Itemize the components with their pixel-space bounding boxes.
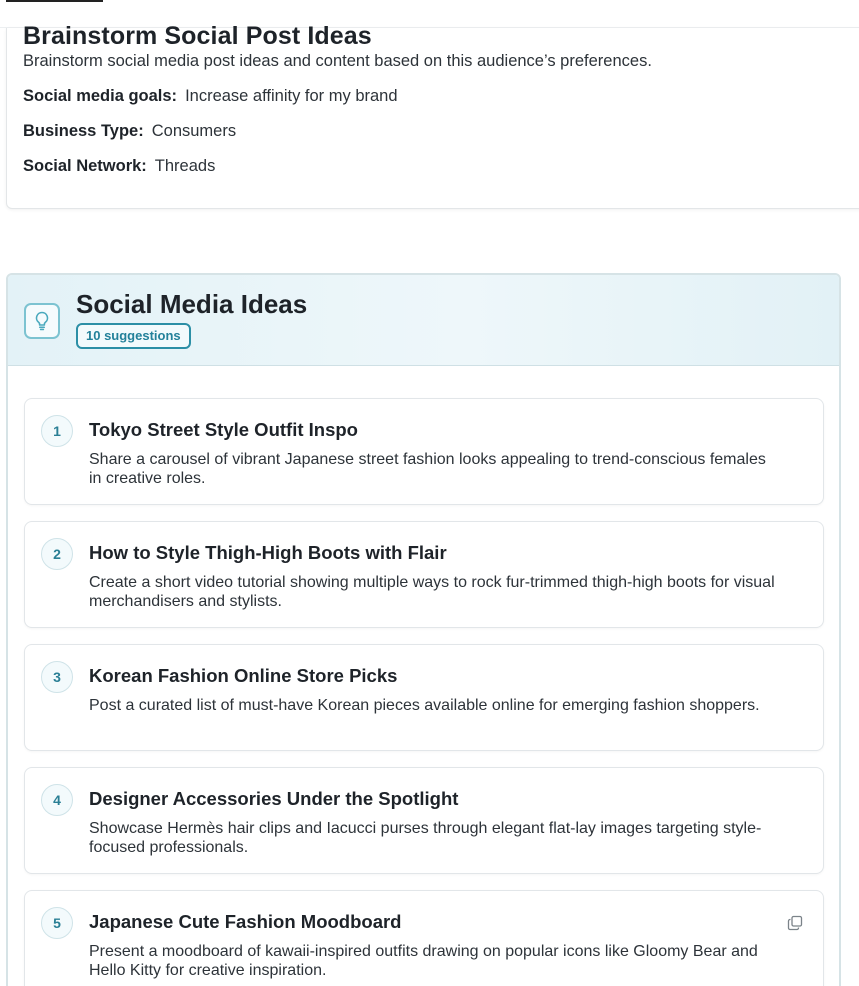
prompt-card	[6, 22, 859, 209]
ideas-panel-header	[8, 275, 839, 366]
idea-description: Create a short video tutorial showing multiple ways to rock fur-trimmed thigh-high boots for visual merchandisers and stylists.	[89, 574, 775, 610]
field-label: Social Network:	[23, 157, 147, 175]
active-tab-underline	[6, 0, 103, 2]
field-social-network	[23, 157, 215, 176]
idea-title: Japanese Cute Fashion Moodboard	[89, 911, 402, 932]
lightbulb-icon	[24, 303, 60, 339]
idea-number: 1	[41, 415, 73, 447]
field-value: Increase affinity for my brand	[185, 87, 398, 105]
idea-title: Designer Accessories Under the Spotlight	[89, 788, 459, 809]
field-label: Business Type:	[23, 122, 144, 140]
idea-card[interactable]	[24, 644, 824, 751]
idea-description: Present a moodboard of kawaii-inspired outfits drawing on popular icons like Gloomy Bear and Hello Kitty for creative inspiration.	[89, 943, 758, 979]
idea-description: Share a carousel of vibrant Japanese street fashion looks appealing to trend-conscious females in creative roles.	[89, 451, 766, 487]
idea-description: Showcase Hermès hair clips and Iacucci purses through elegant flat-lay images targeting style-focused professionals.	[89, 820, 762, 856]
idea-card[interactable]	[24, 398, 824, 505]
field-value: Consumers	[151, 122, 237, 140]
idea-card[interactable]	[24, 890, 824, 986]
prompt-title: Brainstorm Social Post Ideas	[23, 22, 372, 50]
idea-number: 5	[41, 907, 73, 939]
idea-card[interactable]	[24, 521, 824, 628]
idea-title: Korean Fashion Online Store Picks	[89, 665, 398, 686]
idea-title: How to Style Thigh-High Boots with Flair	[89, 542, 447, 563]
idea-description: Post a curated list of must-have Korean pieces available online for emerging fashion shoppers.	[89, 697, 760, 714]
field-label: Social media goals:	[23, 87, 178, 105]
suggestion-count-badge: 10 suggestions	[76, 323, 191, 349]
social-media-ideas-panel	[6, 273, 841, 986]
field-social-media-goals	[23, 87, 398, 106]
copy-icon[interactable]	[787, 915, 803, 931]
idea-card[interactable]	[24, 767, 824, 874]
prompt-description: Brainstorm social media post ideas and content based on this audience’s preferences.	[23, 52, 652, 70]
ideas-panel-title: Social Media Ideas	[76, 289, 308, 319]
field-business-type	[23, 122, 236, 141]
idea-number: 3	[41, 661, 73, 693]
field-value: Threads	[154, 157, 216, 175]
idea-number: 2	[41, 538, 73, 570]
idea-number: 4	[41, 784, 73, 816]
idea-title: Tokyo Street Style Outfit Inspo	[89, 419, 358, 440]
